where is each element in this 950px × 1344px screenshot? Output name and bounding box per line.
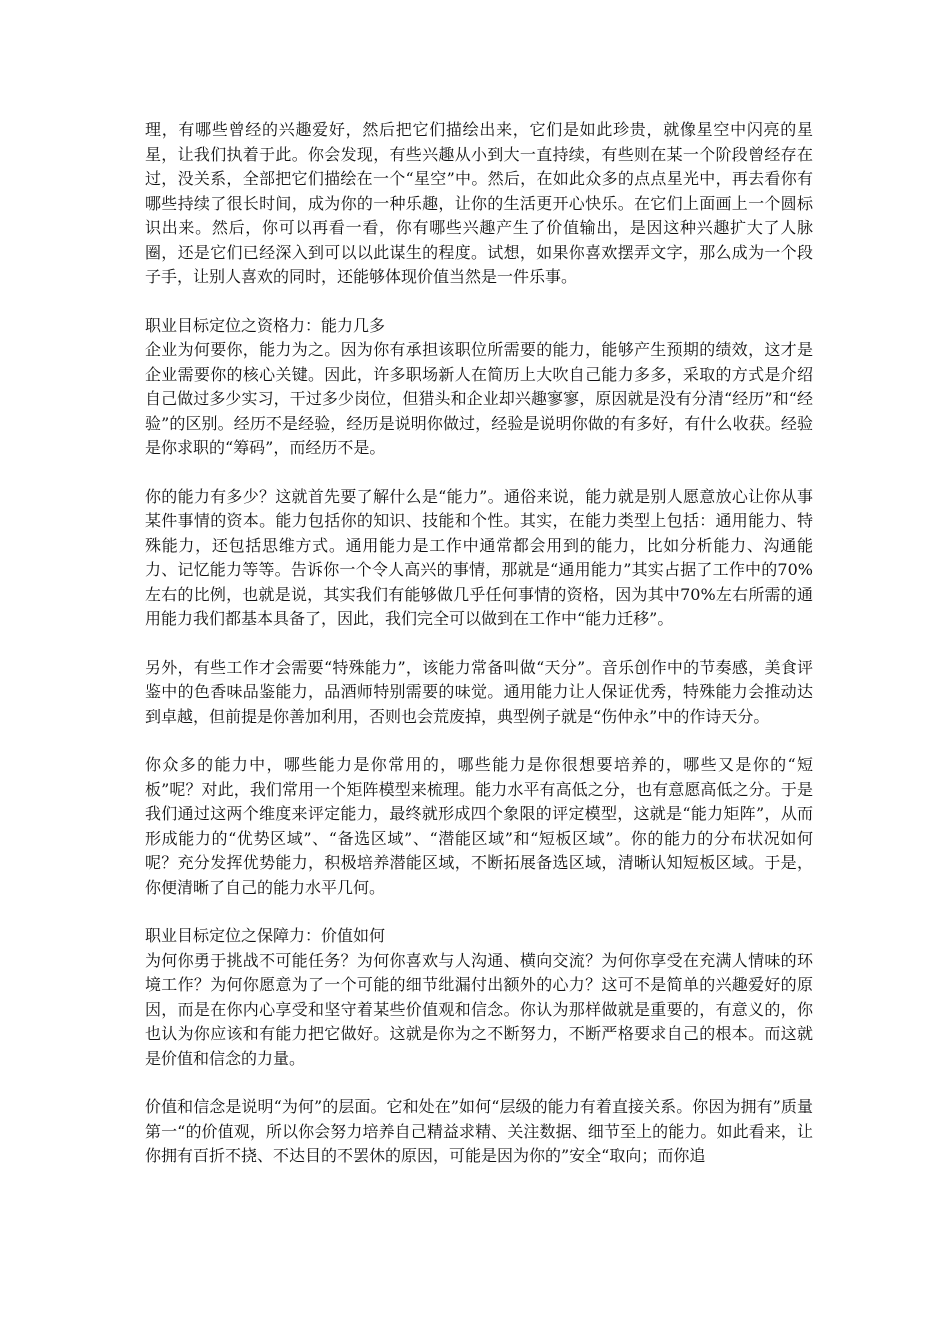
paragraph-spacer xyxy=(145,461,813,485)
document-page xyxy=(145,118,813,1169)
paragraph-value-belief: 价值和信念是说明“为何”的层面。它和处在”如何“层级的能力有着直接关系。你因为拥有”质量第一“的价值观，所以你会努力培养自己精益求精、关注数据、细节至上的能力。如此看来，让你拥有百折不挠、不达目的不罢休的原因，可能是因为你的”安全“取向；而你追 xyxy=(145,1097,813,1165)
paragraph-special-ability: 另外，有些工作才会需要“特殊能力”，该能力常备叫做“天分”。音乐创作中的节奏感，美食评鉴中的色香味品鉴能力，品酒师特别需要的味觉。通用能力让人保证优秀，特殊能力会推动达到卓越，但前提是你善加利用，否则也会荒废掉，典型例子就是“伤仲永”中的作诗天分。 xyxy=(145,657,813,726)
paragraph-spacer xyxy=(145,729,813,753)
paragraph-value-intro: 为何你勇于挑战不可能任务？为何你喜欢与人沟通、横向交流？为何你享受在充满人情味的环境工作？为何你愿意为了一个可能的细节纰漏付出额外的心力？这可不是简单的兴趣爱好的原因，而是在你内心享受和坚守着某些价值观和信念。你认为那样做就是重要的，有意义的，你也认为你应该和有能力把它做好。这就是你为之不断努力，不断严格要求自己的根本。而这就是价值和信念的力量。 xyxy=(145,950,813,1068)
paragraph-spacer xyxy=(145,290,813,314)
paragraph-spacer xyxy=(145,1071,813,1095)
paragraph-ability-types: 你的能力有多少？这就首先要了解什么是“能力”。通俗来说，能力就是别人愿意放心让你从事某件事情的资本。能力包括你的知识、技能和个性。其实，在能力类型上包括：通用能力、特殊能力，还包括思维方式。通用能力是工作中通常都会用到的能力，比如分析能力、沟通能力、记忆能力等等。告诉你一个令人高兴的事情，那就是“通用能力”其实占据了工作中的70%左右的比例，也就是说，其实我们有能够做几乎任何事情的资格，因为其中70%左右所需的通用能力我们都基本具备了，因此，我们完全可以做到在工作中“能力迁移”。 xyxy=(145,486,813,628)
paragraph-spacer xyxy=(145,900,813,924)
section-heading-ability: 职业目标定位之资格力：能力几多 xyxy=(145,315,386,335)
paragraph-ability-intro: 企业为何要你，能力为之。因为你有承担该职位所需要的能力，能够产生预期的绩效，这才是企业需要你的核心关键。因此，许多职场新人在简历上大吹自己能力多多，采取的方式是介绍自己做过多少实习，干过多少岗位，但猎头和企业却兴趣寥寥，原因就是没有分清“经历”和“经验”的区别。经历不是经验，经历是说明你做过，经验是说明你做的有多好，有什么收获。经验是你求职的“筹码”，而经历不是。 xyxy=(145,340,813,457)
paragraph-interests: 理，有哪些曾经的兴趣爱好，然后把它们描绘出来，它们是如此珍贵，就像星空中闪亮的星星，让我们执着于此。你会发现，有些兴趣从小到大一直持续，有些则在某一个阶段曾经存在过，没关系，全部把它们描绘在一个“星空”中。然后，在如此众多的点点星光中，再去看你有哪些持续了很长时间，成为你的一种乐趣，让你的生活更开心快乐。在它们上面画上一个圆标识出来。然后，你可以再看一看，你有哪些兴趣产生了价值输出，是因这种兴趣扩大了人脉圈，还是它们已经深入到可以以此谋生的程度。试想，如果你喜欢摆弄文字，那么成为一个段子手，让别人喜欢的同时，还能够体现价值当然是一件乐事。 xyxy=(145,120,813,286)
paragraph-ability-matrix: 你众多的能力中，哪些能力是你常用的，哪些能力是你很想要培养的，哪些又是你的“短板”呢？对此，我们常用一个矩阵模型来梳理。能力水平有高低之分，也有意愿高低之分。于是我们通过这两个维度来评定能力，最终就形成四个象限的评定模型，这就是“能力矩阵”，从而形成能力的“优势区域”、“备选区域”、“潜能区域”和“短板区域”。你的能力的分布状况如何呢？充分发挥优势能力，积极培养潜能区域，不断拓展备选区域，清晰认知短板区域。于是，你便清晰了自己的能力水平几何。 xyxy=(145,755,813,897)
section-heading-value: 职业目标定位之保障力：价值如何 xyxy=(145,926,386,945)
paragraph-spacer xyxy=(145,632,813,656)
